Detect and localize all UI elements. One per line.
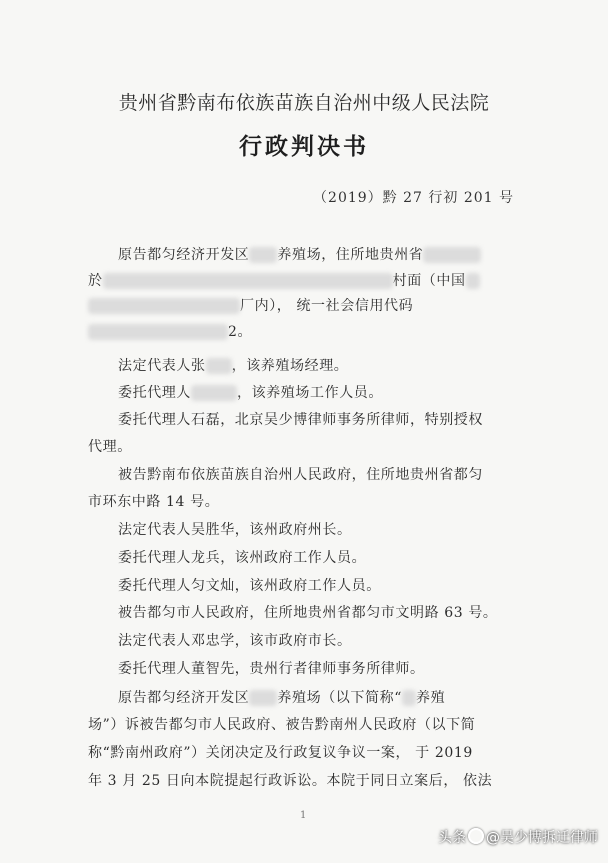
redacted-area <box>206 358 232 374</box>
page-number: 1 <box>300 810 307 821</box>
document-title: 行政判决书 <box>239 133 369 160</box>
redacted-area <box>103 273 393 289</box>
court-name: 贵州省黔南布依族苗族自治州中级人民法院 <box>118 92 490 114</box>
case-summary-line-1: 原告都匀经济开发区 养殖场（以下简称“ 养殖 <box>118 690 446 706</box>
defendant-1-line-cont: 市环东中路 14 号。 <box>88 494 220 510</box>
user-icon <box>468 828 484 844</box>
agent-line-2: 委托代理人石磊，北京吴少博律师事务所律师，特别授权 <box>118 412 483 428</box>
case-summary-line-3: 称“黔南州政府”）关闭决定及行政复议争议一案， 于 2019 <box>88 745 473 761</box>
plaintiff-line-3: 厂内）， 统一社会信用代码 <box>88 294 413 318</box>
redacted-area <box>88 324 228 340</box>
redacted-area <box>249 690 277 706</box>
defendant-2-agent: 委托代理人董智先，贵州行者律师事务所律师。 <box>118 661 425 677</box>
defendant-1-legal-rep: 法定代表人吴胜华，该州政府州长。 <box>118 522 352 538</box>
defendant-1-agent-2: 委托代理人匀文灿，该州政府工作人员。 <box>118 578 381 594</box>
legal-rep-line: 法定代表人张 ，该养殖场经理。 <box>118 358 349 374</box>
redacted-area <box>466 273 480 289</box>
watermark: 头条 @吴少博拆迁律师 <box>438 830 598 846</box>
defendant-1-agent-1: 委托代理人龙兵，该州政府工作人员。 <box>118 550 367 566</box>
agent-line-1: 委托代理人 ，该养殖场工作人员。 <box>118 385 383 401</box>
redacted-area <box>423 247 481 263</box>
redacted-area <box>249 247 277 263</box>
defendant-2-legal-rep: 法定代表人邓忠学，该市政府市长。 <box>118 633 352 649</box>
redacted-area <box>402 690 416 706</box>
defendant-1-line: 被告黔南布依族苗族自治州人民政府，住所地贵州省都匀 <box>118 467 483 483</box>
redacted-area <box>191 385 237 401</box>
case-summary-line-2: 场”）诉被告都匀市人民政府、被告黔南州人民政府（以下简 <box>88 717 476 733</box>
plaintiff-line-1: 原告都匀经济开发区 养殖场，住所地贵州省 <box>118 243 481 267</box>
case-summary-line-4: 年 3 月 25 日向本院提起行政诉讼。本院于同日立案后， 依法 <box>88 773 493 789</box>
plaintiff-line-4: 2。 <box>88 320 252 344</box>
redacted-area <box>88 298 240 314</box>
defendant-2-line: 被告都匀市人民政府，住所地贵州省都匀市文明路 63 号。 <box>118 605 498 621</box>
plaintiff-line-2: 於 村面（中国 <box>88 269 480 293</box>
case-number: （2019）黔 27 行初 201 号 <box>313 190 514 206</box>
agent-line-2-cont: 代理。 <box>88 439 132 455</box>
